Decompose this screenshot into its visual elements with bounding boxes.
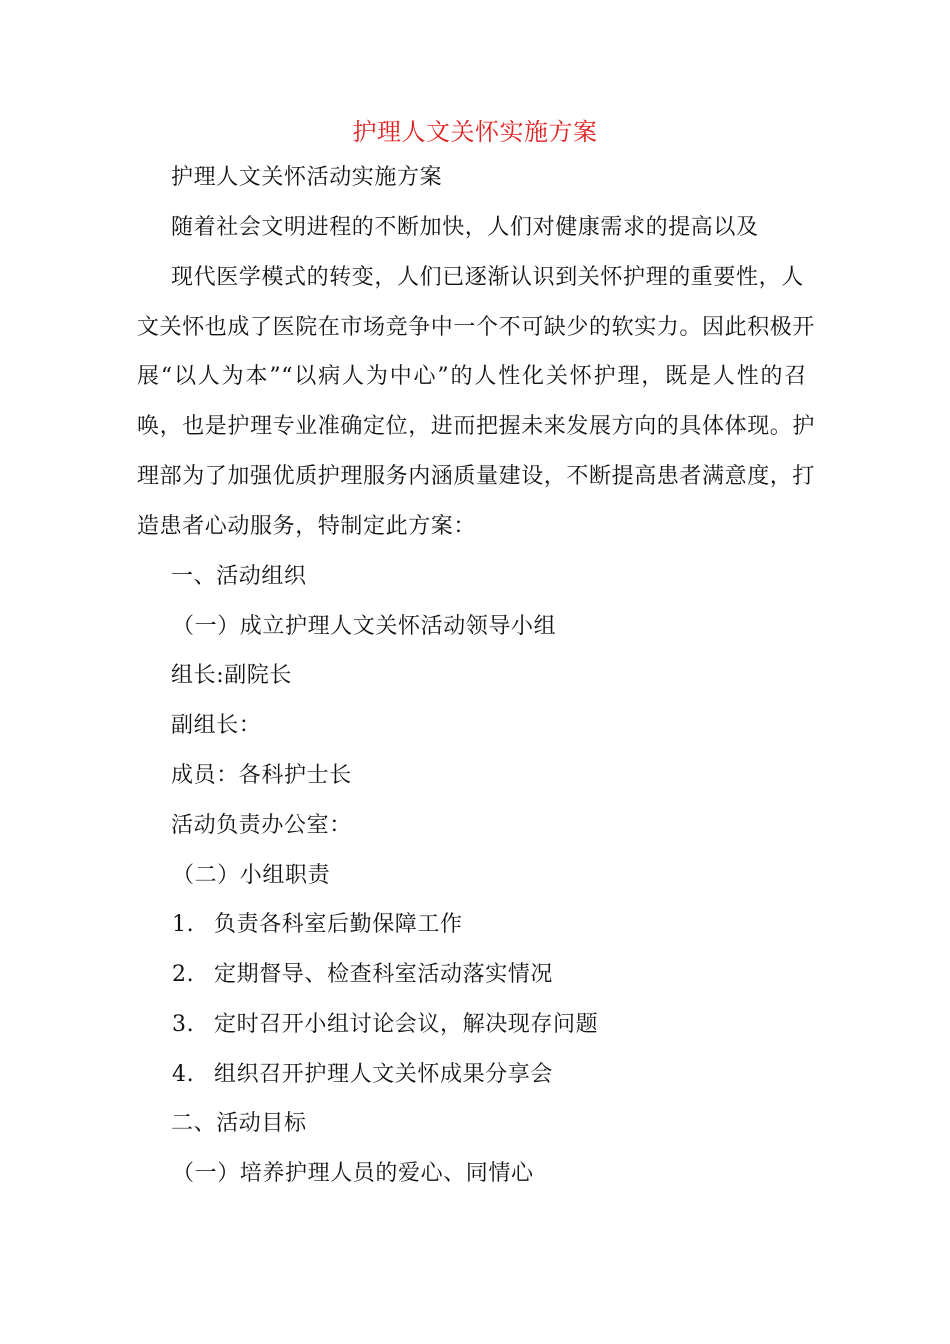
subsection-heading: （一）成立护理人文关怀活动领导小组 [172, 614, 557, 639]
leader-line: 组长:副院长 [171, 663, 293, 688]
duty-text: 负责各科室后勤保障工作 [214, 912, 463, 937]
intro-line: 现代医学模式的转变，人们已逐渐认识到关怀护理的重要性，人 [171, 265, 804, 290]
duty-text: 组织召开护理人文关怀成果分享会 [214, 1062, 554, 1087]
intro-line: 唤，也是护理专业准确定位，进而把握未来发展方向的具体体现。护 [137, 414, 816, 439]
duty-text: 定期督导、检查科室活动落实情况 [214, 962, 554, 987]
intro-line: 造患者心动服务，特制定此方案： [137, 514, 477, 539]
duty-number: 2. [172, 962, 195, 987]
duty-number: 1. [172, 912, 195, 937]
duty-item [172, 1059, 553, 1091]
duty-text: 定时召开小组讨论会议，解决现存问题 [214, 1012, 599, 1037]
duty-number: 4. [172, 1062, 195, 1087]
vice-leader-line: 副组长： [171, 713, 262, 738]
duty-item [172, 959, 553, 991]
document-subtitle: 护理人文关怀活动实施方案 [171, 165, 443, 190]
duty-number: 3. [172, 1012, 195, 1037]
subsection-heading: （一）培养护理人员的爱心、同情心 [172, 1161, 534, 1186]
duty-item [172, 909, 463, 941]
office-line: 活动负责办公室： [171, 813, 352, 838]
intro-line: 文关怀也成了医院在市场竞争中一个不可缺少的软实力。因此积极开 [137, 315, 816, 340]
duty-item [172, 1009, 598, 1041]
subsection-heading: （二）小组职责 [172, 863, 331, 888]
intro-line: 展“以人为本”“以病人为中心”的人性化关怀护理，既是人性的召 [137, 364, 807, 389]
section-heading: 二、活动目标 [171, 1111, 307, 1136]
members-line: 成员：各科护士长 [171, 763, 352, 788]
document-title: 护理人文关怀实施方案 [352, 118, 598, 146]
intro-line: 理部为了加强优质护理服务内涵质量建设，不断提高患者满意度，打 [137, 464, 816, 489]
intro-line: 随着社会文明进程的不断加快，人们对健康需求的提高以及 [171, 215, 759, 240]
section-heading: 一、活动组织 [171, 564, 307, 589]
